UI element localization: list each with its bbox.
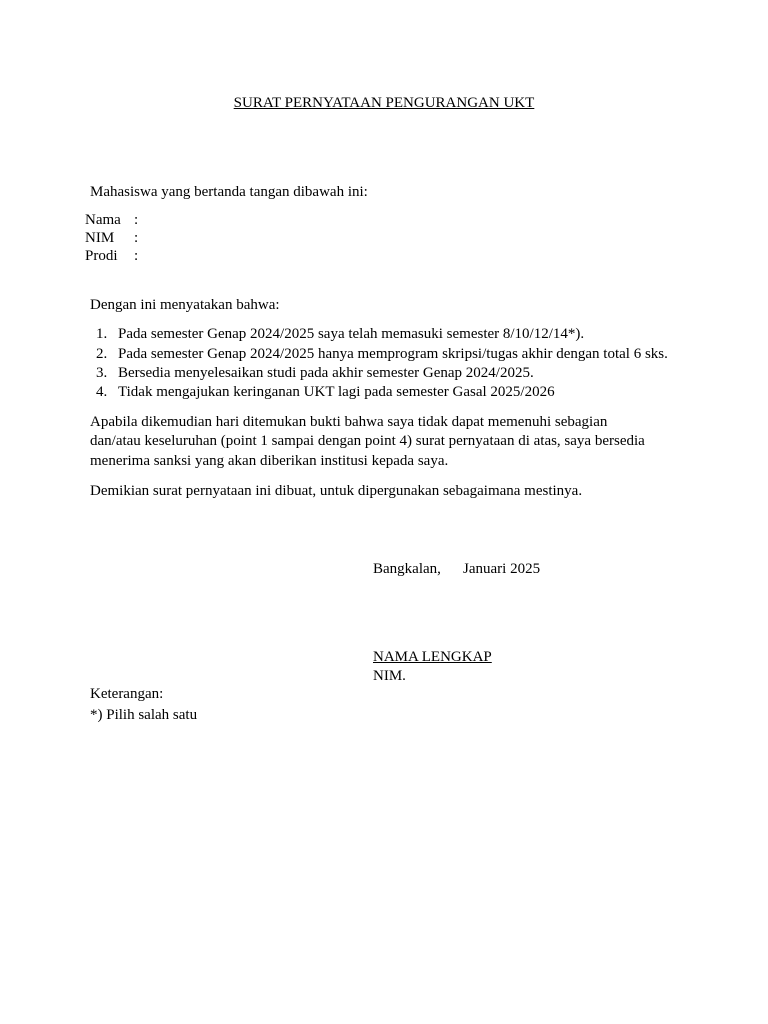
statement-text: Bersedia menyelesaikan studi pada akhir semester Genap 2024/2025. bbox=[118, 365, 534, 381]
statement-number: 3. bbox=[96, 365, 108, 381]
field-colon-prodi: : bbox=[134, 248, 139, 264]
intro-text: Mahasiswa yang bertanda tangan dibawah ini: bbox=[90, 184, 368, 200]
statement-text: Tidak mengajukan keringanan UKT lagi pada semester Gasal 2025/2026 bbox=[118, 384, 555, 400]
place-text: Bangkalan, bbox=[373, 561, 441, 577]
date-text: Januari 2025 bbox=[463, 561, 541, 577]
field-label-nama: Nama bbox=[85, 212, 121, 228]
sanction-line: menerima sanksi yang akan diberikan institusi kepada saya. bbox=[90, 453, 449, 469]
note-text: *) Pilih salah satu bbox=[90, 707, 198, 723]
field-colon-nim: : bbox=[134, 230, 139, 246]
statement-number: 1. bbox=[96, 326, 108, 342]
statement-text: Pada semester Genap 2024/2025 saya telah memasuki semester 8/10/12/14*). bbox=[118, 326, 585, 342]
signer-nim: NIM. bbox=[373, 668, 406, 684]
statement-text: Pada semester Genap 2024/2025 hanya memprogram skripsi/tugas akhir dengan total 6 sks. bbox=[118, 346, 668, 362]
statement-intro: Dengan ini menyatakan bahwa: bbox=[90, 297, 280, 313]
field-colon-nama: : bbox=[134, 212, 139, 228]
closing-text: Demikian surat pernyataan ini dibuat, untuk dipergunakan sebagaimana mestinya. bbox=[90, 483, 583, 499]
sanction-line: Apabila dikemudian hari ditemukan bukti bahwa saya tidak dapat memenuhi sebagian bbox=[90, 414, 608, 430]
statement-number: 4. bbox=[96, 384, 108, 400]
note-label: Keterangan: bbox=[90, 686, 164, 702]
statement-number: 2. bbox=[96, 346, 108, 362]
signer-name: NAMA LENGKAP bbox=[373, 649, 492, 665]
field-label-nim: NIM bbox=[85, 230, 115, 246]
sanction-line: dan/atau keseluruhan (point 1 sampai dengan point 4) surat pernyataan di atas, saya bersedia bbox=[90, 433, 645, 449]
field-label-prodi: Prodi bbox=[85, 248, 118, 264]
document-title: SURAT PERNYATAAN PENGURANGAN UKT bbox=[233, 95, 535, 111]
